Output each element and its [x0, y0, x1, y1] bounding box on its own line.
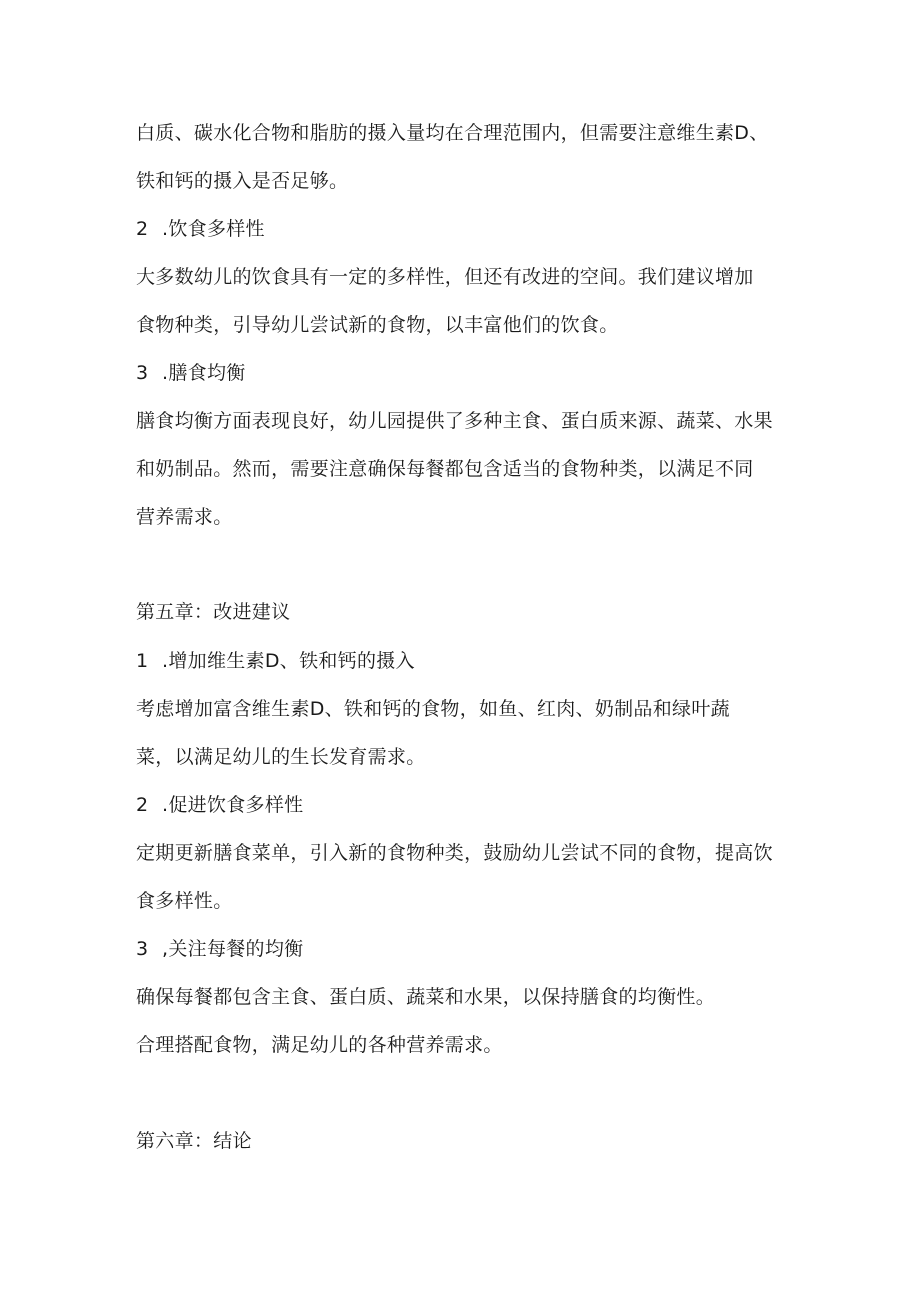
list-item-heading — [136, 937, 303, 961]
paragraph-line: 大多数幼儿的饮食具有一定的多样性，但还有改进的空间。我们建议增加 — [136, 266, 754, 288]
list-title: .增加维生素D、铁和钙的摄入 — [162, 650, 415, 672]
paragraph-line: 确保每餐都包含主食、蛋白质、蔬菜和水果，以保持膳食的均衡性。 — [136, 986, 716, 1008]
paragraph-line: 定期更新膳食菜单，引入新的食物种类，鼓励幼儿尝试不同的食物，提高饮 — [136, 842, 773, 864]
list-title: .膳食均衡 — [162, 362, 246, 384]
list-title: .促进饮食多样性 — [162, 794, 304, 816]
list-number: 2 — [136, 218, 149, 240]
paragraph-line: 食多样性。 — [136, 890, 233, 912]
list-title: .饮食多样性 — [162, 218, 265, 240]
paragraph-line: 食物种类，引导幼儿尝试新的食物，以丰富他们的饮食。 — [136, 314, 619, 336]
list-number: 1 — [136, 650, 149, 672]
list-item-heading — [136, 217, 265, 241]
list-title: ,关注每餐的均衡 — [162, 938, 304, 960]
list-item-heading — [136, 361, 246, 385]
chapter-heading: 第五章：改进建议 — [136, 601, 291, 623]
list-number: 2 — [136, 794, 149, 816]
chapter-heading: 第六章：结论 — [136, 1130, 252, 1152]
list-item-heading — [136, 649, 415, 673]
paragraph-line: 和奶制品。然而，需要注意确保每餐都包含适当的食物种类，以满足不同 — [136, 458, 754, 480]
list-item-heading — [136, 793, 303, 817]
paragraph-line: 考虑增加富含维生素D、铁和钙的食物，如鱼、红肉、奶制品和绿叶蔬 — [136, 698, 730, 720]
paragraph-line: 菜，以满足幼儿的生长发育需求。 — [136, 746, 426, 768]
paragraph-line: 铁和钙的摄入是否足够。 — [136, 170, 349, 192]
list-number: 3 — [136, 938, 149, 960]
paragraph-line: 白质、碳水化合物和脂肪的摄入量均在合理范围内，但需要注意维生素D、 — [136, 122, 769, 144]
paragraph-line: 膳食均衡方面表现良好，幼儿园提供了多种主食、蛋白质来源、蔬菜、水果 — [136, 410, 773, 432]
list-number: 3 — [136, 362, 149, 384]
paragraph-line: 营养需求。 — [136, 506, 233, 528]
paragraph-line: 合理搭配食物，满足幼儿的各种营养需求。 — [136, 1034, 503, 1056]
